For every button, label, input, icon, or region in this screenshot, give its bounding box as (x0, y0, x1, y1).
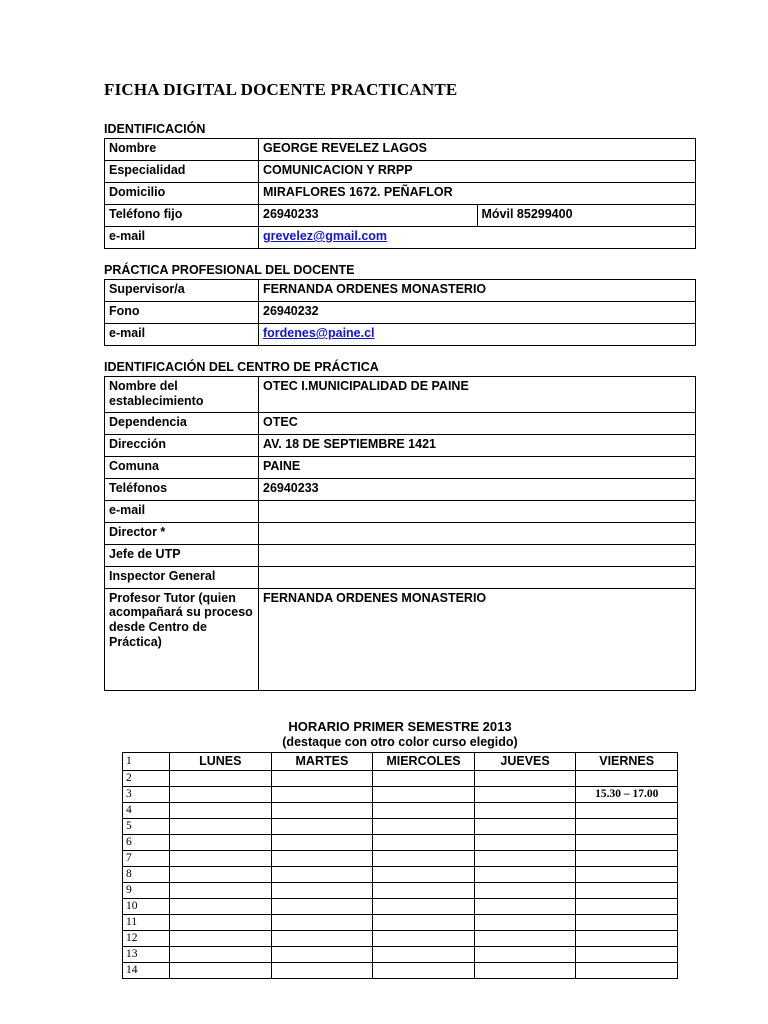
table-centro-practica (104, 376, 696, 691)
table-row (105, 139, 696, 161)
table-row (105, 302, 696, 324)
horario-cell[interactable] (271, 930, 373, 946)
horario-cell[interactable] (576, 818, 678, 834)
row-label: Dependencia (105, 412, 259, 434)
row-label: Teléfono fijo (105, 205, 259, 227)
horario-row (123, 962, 678, 978)
horario-cell[interactable] (474, 914, 576, 930)
horario-row-number: 11 (123, 914, 170, 930)
horario-header-row (123, 752, 678, 770)
horario-row (123, 866, 678, 882)
horario-cell[interactable] (576, 930, 678, 946)
horario-cell[interactable] (373, 818, 475, 834)
table-row (105, 227, 696, 249)
horario-cell[interactable] (170, 962, 272, 978)
row-value: GEORGE REVELEZ LAGOS (259, 139, 696, 161)
horario-cell[interactable] (474, 818, 576, 834)
row-value (259, 566, 696, 588)
horario-row (123, 834, 678, 850)
horario-cell[interactable] (373, 962, 475, 978)
horario-cell[interactable] (474, 930, 576, 946)
horario-cell[interactable] (474, 834, 576, 850)
row-value: AV. 18 DE SEPTIEMBRE 1421 (259, 434, 696, 456)
row-value: FERNANDA ORDENES MONASTERIO (259, 588, 696, 690)
horario-cell[interactable] (576, 914, 678, 930)
section-heading-practica: PRÁCTICA PROFESIONAL DEL DOCENTE (104, 263, 355, 277)
table-row (105, 183, 696, 205)
horario-cell[interactable] (170, 786, 272, 802)
horario-cell[interactable] (271, 818, 373, 834)
horario-row (123, 898, 678, 914)
horario-cell[interactable] (373, 834, 475, 850)
row-value: PAINE (259, 456, 696, 478)
row-value: OTEC I.MUNICIPALIDAD DE PAINE (259, 377, 696, 413)
row-label: Domicilio (105, 183, 259, 205)
row-label: Teléfonos (105, 478, 259, 500)
row-value (259, 544, 696, 566)
horario-row (123, 946, 678, 962)
horario-row-number: 6 (123, 834, 170, 850)
horario-row (123, 770, 678, 786)
table-horario (122, 752, 678, 979)
horario-cell[interactable] (170, 818, 272, 834)
row-value (259, 500, 696, 522)
table-identificacion (104, 138, 696, 249)
section-heading-centro: IDENTIFICACIÓN DEL CENTRO DE PRÁCTICA (104, 360, 379, 374)
horario-cell[interactable] (474, 898, 576, 914)
horario-row (123, 786, 678, 802)
horario-cell[interactable] (271, 946, 373, 962)
row-value: OTEC (259, 412, 696, 434)
horario-corner-cell: 1 (123, 752, 170, 770)
row-label: e-mail (105, 500, 259, 522)
horario-row (123, 850, 678, 866)
horario-cell[interactable] (576, 946, 678, 962)
horario-cell[interactable] (170, 898, 272, 914)
horario-row-number: 5 (123, 818, 170, 834)
horario-cell[interactable] (576, 962, 678, 978)
horario-cell[interactable] (373, 786, 475, 802)
horario-cell[interactable]: 15.30 – 17.00 (576, 786, 678, 802)
horario-row-number: 14 (123, 962, 170, 978)
horario-cell[interactable] (576, 898, 678, 914)
row-label: Comuna (105, 456, 259, 478)
horario-cell[interactable] (170, 850, 272, 866)
horario-cell[interactable] (373, 946, 475, 962)
horario-cell[interactable] (576, 834, 678, 850)
table-row (105, 588, 696, 690)
document-body (104, 80, 696, 979)
horario-row-number: 8 (123, 866, 170, 882)
horario-cell[interactable] (373, 898, 475, 914)
table-row (105, 566, 696, 588)
horario-cell[interactable] (373, 802, 475, 818)
table-row (105, 500, 696, 522)
horario-cell[interactable] (474, 946, 576, 962)
row-label: e-mail (105, 227, 259, 249)
horario-row-number: 9 (123, 882, 170, 898)
horario-cell[interactable] (576, 770, 678, 786)
horario-cell[interactable] (271, 962, 373, 978)
horario-column-header: MARTES (271, 752, 373, 770)
row-label: Jefe de UTP (105, 544, 259, 566)
row-value: COMUNICACION Y RRPP (259, 161, 696, 183)
horario-row-number: 4 (123, 802, 170, 818)
horario-cell[interactable] (373, 914, 475, 930)
horario-cell[interactable] (474, 850, 576, 866)
row-value-mobile: Móvil 85299400 (477, 205, 696, 227)
horario-cell[interactable] (373, 866, 475, 882)
table-row (105, 377, 696, 413)
row-label: Supervisor/a (105, 280, 259, 302)
row-label: Especialidad (105, 161, 259, 183)
horario-cell[interactable] (271, 882, 373, 898)
table-row (105, 522, 696, 544)
table-row (105, 478, 696, 500)
horario-row-number: 12 (123, 930, 170, 946)
horario-cell[interactable] (271, 914, 373, 930)
row-value (259, 522, 696, 544)
horario-cell[interactable] (170, 946, 272, 962)
horario-cell[interactable] (474, 786, 576, 802)
horario-column-header: JUEVES (474, 752, 576, 770)
horario-cell[interactable] (170, 930, 272, 946)
horario-cell[interactable] (170, 770, 272, 786)
horario-cell[interactable] (170, 866, 272, 882)
horario-row-number: 3 (123, 786, 170, 802)
horario-cell[interactable] (474, 770, 576, 786)
row-value: MIRAFLORES 1672. PEÑAFLOR (259, 183, 696, 205)
horario-cell[interactable] (576, 802, 678, 818)
table-row (105, 412, 696, 434)
horario-row-number: 13 (123, 946, 170, 962)
horario-cell[interactable] (271, 898, 373, 914)
horario-cell[interactable] (271, 786, 373, 802)
table-row (105, 456, 696, 478)
horario-cell[interactable] (474, 962, 576, 978)
horario-cell[interactable] (373, 770, 475, 786)
horario-cell[interactable] (576, 866, 678, 882)
horario-section (104, 719, 696, 979)
horario-row (123, 930, 678, 946)
horario-cell[interactable] (576, 850, 678, 866)
section-heading-identificacion: IDENTIFICACIÓN (104, 122, 206, 136)
horario-cell[interactable] (271, 834, 373, 850)
horario-cell[interactable] (170, 914, 272, 930)
horario-cell[interactable] (271, 866, 373, 882)
table-practica-profesional (104, 279, 696, 346)
table-row (105, 434, 696, 456)
table-row (105, 161, 696, 183)
horario-row (123, 882, 678, 898)
horario-cell[interactable] (474, 882, 576, 898)
horario-row-number: 2 (123, 770, 170, 786)
row-value: FERNANDA ORDENES MONASTERIO (259, 280, 696, 302)
row-label: Nombre del establecimiento (105, 377, 259, 413)
row-label: e-mail (105, 324, 259, 346)
email-link[interactable]: fordenes@paine.cl (259, 324, 696, 346)
horario-row (123, 802, 678, 818)
horario-column-header: MIERCOLES (373, 752, 475, 770)
horario-cell[interactable] (474, 866, 576, 882)
row-value-phone: 26940233 (259, 205, 478, 227)
horario-cell[interactable] (170, 882, 272, 898)
page-title: FICHA DIGITAL DOCENTE PRACTICANTE (104, 80, 458, 99)
horario-column-header: LUNES (170, 752, 272, 770)
row-label: Fono (105, 302, 259, 324)
email-link[interactable]: grevelez@gmail.com (259, 227, 696, 249)
horario-row (123, 818, 678, 834)
table-row (105, 280, 696, 302)
horario-row-number: 7 (123, 850, 170, 866)
horario-cell[interactable] (474, 802, 576, 818)
horario-cell[interactable] (271, 802, 373, 818)
row-value: 26940232 (259, 302, 696, 324)
horario-cell[interactable] (373, 930, 475, 946)
horario-cell[interactable] (271, 770, 373, 786)
row-label: Nombre (105, 139, 259, 161)
table-row (105, 544, 696, 566)
horario-cell[interactable] (170, 802, 272, 818)
row-label: Director * (105, 522, 259, 544)
table-row (105, 324, 696, 346)
row-value: 26940233 (259, 478, 696, 500)
horario-cell[interactable] (373, 850, 475, 866)
row-label: Profesor Tutor (quien acompañará su proceso desde Centro de Práctica) (105, 588, 259, 690)
horario-row (123, 914, 678, 930)
horario-cell[interactable] (271, 850, 373, 866)
row-label: Inspector General (105, 566, 259, 588)
row-label: Dirección (105, 434, 259, 456)
horario-row-number: 10 (123, 898, 170, 914)
table-row (105, 205, 696, 227)
horario-subtitle: (destaque con otro color curso elegido) (282, 734, 518, 749)
horario-cell[interactable] (576, 882, 678, 898)
horario-title: HORARIO PRIMER SEMESTRE 2013 (288, 718, 512, 734)
horario-cell[interactable] (170, 834, 272, 850)
horario-cell[interactable] (373, 882, 475, 898)
horario-column-header: VIERNES (576, 752, 678, 770)
